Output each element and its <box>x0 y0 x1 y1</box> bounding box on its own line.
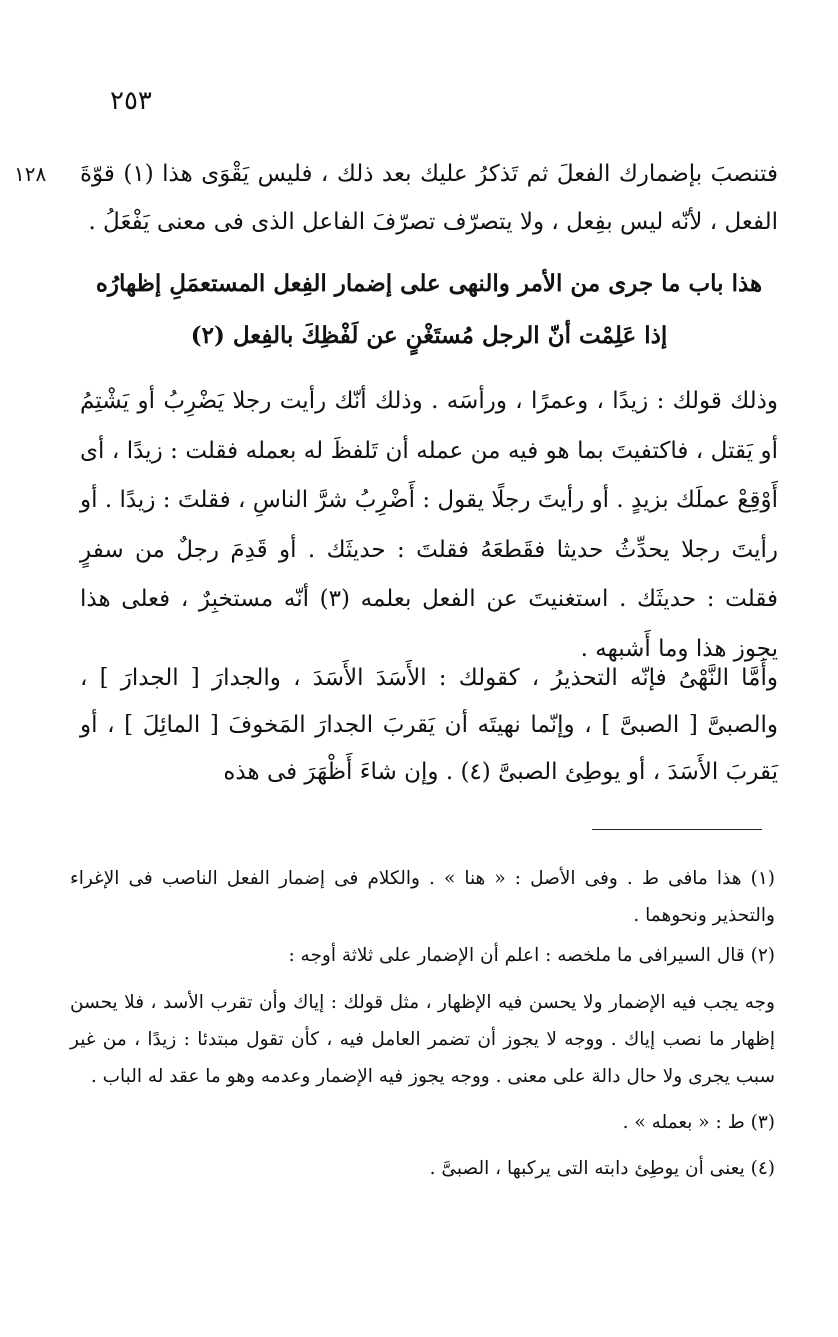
paragraph-intro: فتنصبَ بإضمارك الفعلَ ثم تَذكرُ عليك بعد ذلك ، فليس يَقْوَى هذا (١) قوّةَ الفعل ، لأنّه ليس بفِعل ، ولا يتصرّف تصرّفَ الفاعل الذى فى معنى يَفْعَلُ . <box>80 161 778 235</box>
footnote-2: (٢) قال السيرافى ما ملخصه : اعلم أن الإضمار على ثلاثة أوجه : <box>288 945 775 966</box>
margin-reference: ١٢٨ <box>14 162 47 186</box>
paragraph-command: وذلك قولك : زيدًا ، وعمرًا ، ورأسَه . وذلك أنّك رأيت رجلا يَضْرِبُ أو يَشْتِمُ أو يَقتل ، فاكتفيتَ بما هو فيه من عمله أن تَلفظَ له بعمله فقلت : زيدًا ، أى أَوْقِعْ عملَك بزيدٍ . أو رأيتَ رجلًا يقول : أَضْرِبُ شرَّ الناسِ ، فقلتَ : زيدًا . أو رأيتَ رجلا يحدِّثُ حديثا فقَطعَهُ فقلتَ : حديثَك . أو قَدِمَ رجلٌ من سفرٍ فقلت : حديثَك . استغنيتَ عن الفعل بعلمه (٣) أنّه مستخبِرٌ ، فعلى هذا يجوز هذا وما أَشبهه . <box>80 388 779 662</box>
footnote-3: (٣) ط : « بعمله » . <box>622 1112 775 1133</box>
footnote-4: (٤) يعنى أن يوطِئ دابته التى يركبها ، الصبىَّ . <box>429 1158 775 1179</box>
footnote-rule <box>592 829 762 830</box>
page-number: ٢٥٣ <box>110 86 152 116</box>
paragraph-prohibition: وأَمَّا النَّهْىُ فإنّه التحذيرُ ، كقولك : الأَسَدَ الأَسَدَ ، والجدارَ [ الجدارَ ] ، والصبىَّ [ الصبىَّ ] ، وإنّما نهيتَه أن يَقربَ الجدارَ المَخوفَ [ المائِلَ ] ، أو يَقربَ الأَسَدَ ، أو يوطِئ الصبىَّ (٤) . وإن شاءَ أَظْهَرَ فى هذه <box>80 665 778 785</box>
footnote-1: (١) هذا مافى ط . وفى الأصل : « هنا » . والكلام فى إضمار الفعل الناصب فى الإغراء والتحذير ونحوهما . <box>70 868 775 926</box>
section-heading <box>80 258 778 362</box>
footnotes <box>70 860 775 1187</box>
heading-line-2: إذا عَلِمْت أنّ الرجل مُستَغْنٍ عن لَفْظِكَ بالفِعل (٢) <box>190 322 668 349</box>
heading-line-1: هذا باب ما جرى من الأمر والنهى على إضمار الفِعل المستعمَلِ إظهارُه <box>95 270 763 297</box>
footnote-2-continued: وجه يجب فيه الإضمار ولا يحسن فيه الإظهار ، مثل قولك : إياك وأن تقرب الأسد ، فلا يحسن إظهار ما نصب إياك . ووجه لا يجوز أن تضمر العامل فيه ، كأن تقول مبتدئا : زيدًا ، من غير سبب يجرى ولا حال دالة على معنى . ووجه يجوز فيه الإضمار وعدمه وهو ما عقد له الباب . <box>70 992 775 1087</box>
